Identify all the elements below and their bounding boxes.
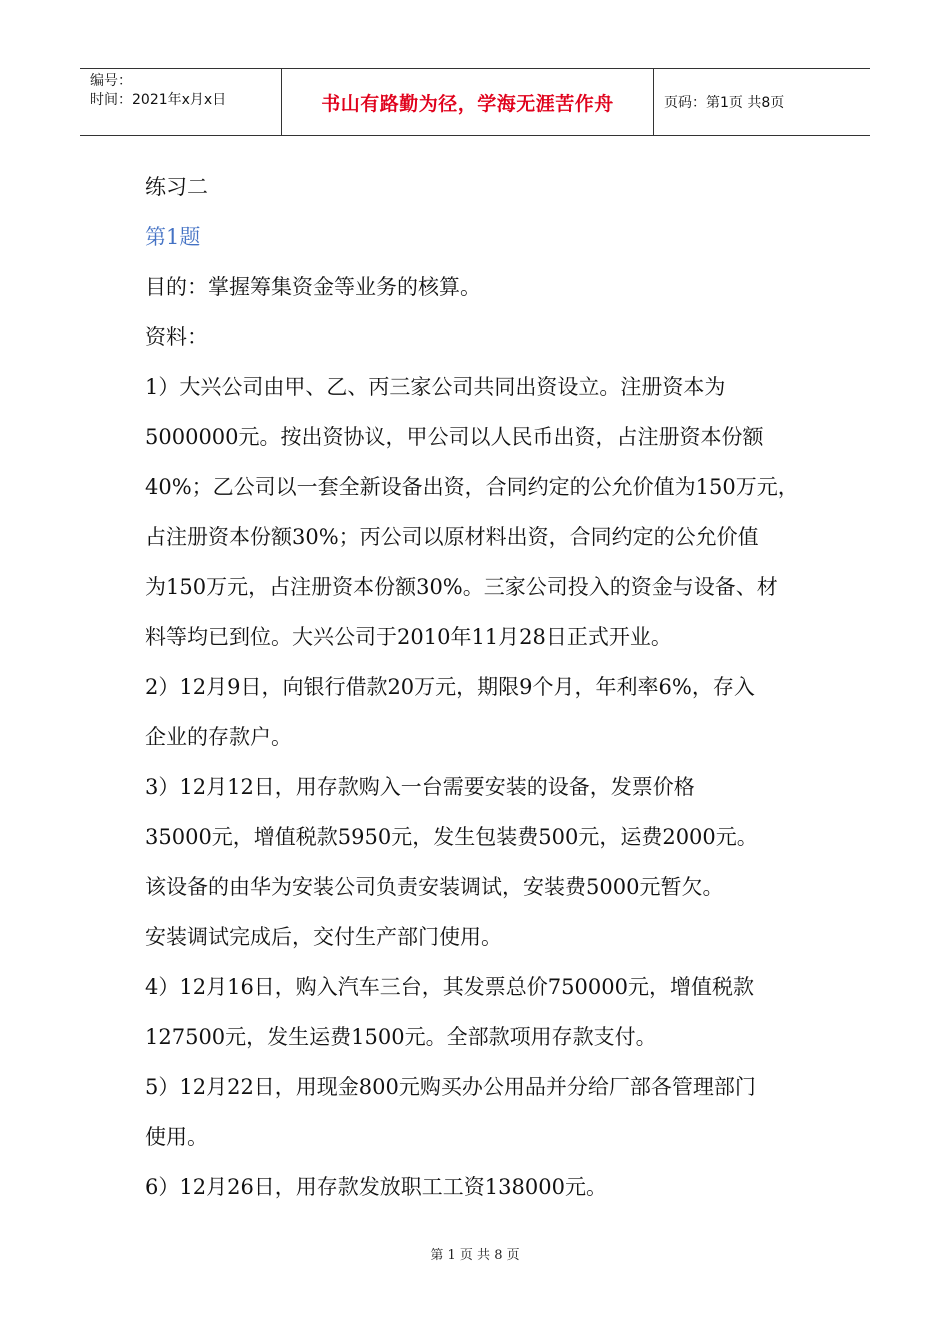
paragraph-line: 2）12月9日，向银行借款20万元，期限9个月，年利率6%，存入 bbox=[145, 675, 755, 699]
paragraph-line: 使用。 bbox=[145, 1125, 208, 1149]
paragraph-line: 127500元，发生运费1500元。全部款项用存款支付。 bbox=[145, 1025, 657, 1049]
document-time-label: 时间：2021年x月x日 bbox=[90, 92, 227, 108]
section-heading: 练习二 bbox=[145, 175, 208, 199]
paragraph-line: 资料： bbox=[145, 325, 208, 349]
header-motto: 书山有路勤为径，学海无涯苦作舟 bbox=[282, 69, 654, 135]
paragraph-line: 为150万元，占注册资本份额30%。三家公司投入的资金与设备、材 bbox=[145, 575, 778, 599]
document-body bbox=[145, 162, 825, 1212]
paragraph-line: 40%；乙公司以一套全新设备出资，合同约定的公允价值为150万元， bbox=[145, 475, 799, 499]
paragraph-line: 3）12月12日，用存款购入一台需要安装的设备，发票价格 bbox=[145, 775, 695, 799]
paragraph-line: 目的：掌握筹集资金等业务的核算。 bbox=[145, 275, 481, 299]
document-number-label: 编号： bbox=[90, 73, 132, 89]
paragraph-line: 35000元，增值税款5950元，发生包装费500元，运费2000元。 bbox=[145, 825, 758, 849]
question-title: 第1题 bbox=[145, 225, 201, 249]
paragraph-line: 4）12月16日，购入汽车三台，其发票总价750000元，增值税款 bbox=[145, 975, 754, 999]
header-meta bbox=[80, 69, 282, 135]
paragraph-line: 企业的存款户。 bbox=[145, 725, 292, 749]
paragraph-line: 6）12月26日，用存款发放职工工资138000元。 bbox=[145, 1175, 607, 1199]
paragraph-line: 该设备的由华为安装公司负责安装调试，安装费5000元暂欠。 bbox=[145, 875, 724, 899]
paragraph-line: 1）大兴公司由甲、乙、丙三家公司共同出资设立。注册资本为 bbox=[145, 375, 726, 399]
header-page-info: 页码：第1页 共8页 bbox=[664, 95, 785, 111]
paragraph-line: 料等均已到位。大兴公司于2010年11月28日正式开业。 bbox=[145, 625, 672, 649]
page-footer: 第 1 页 共 8 页 bbox=[430, 1248, 520, 1263]
page-header bbox=[80, 68, 870, 136]
paragraph-line: 5）12月22日，用现金800元购买办公用品并分给厂部各管理部门 bbox=[145, 1075, 756, 1099]
paragraph-line: 5000000元。按出资协议，甲公司以人民币出资，占注册资本份额 bbox=[145, 425, 764, 449]
paragraph-line: 占注册资本份额30%；丙公司以原材料出资，合同约定的公允价值 bbox=[145, 525, 759, 549]
paragraph-line: 安装调试完成后，交付生产部门使用。 bbox=[145, 925, 502, 949]
